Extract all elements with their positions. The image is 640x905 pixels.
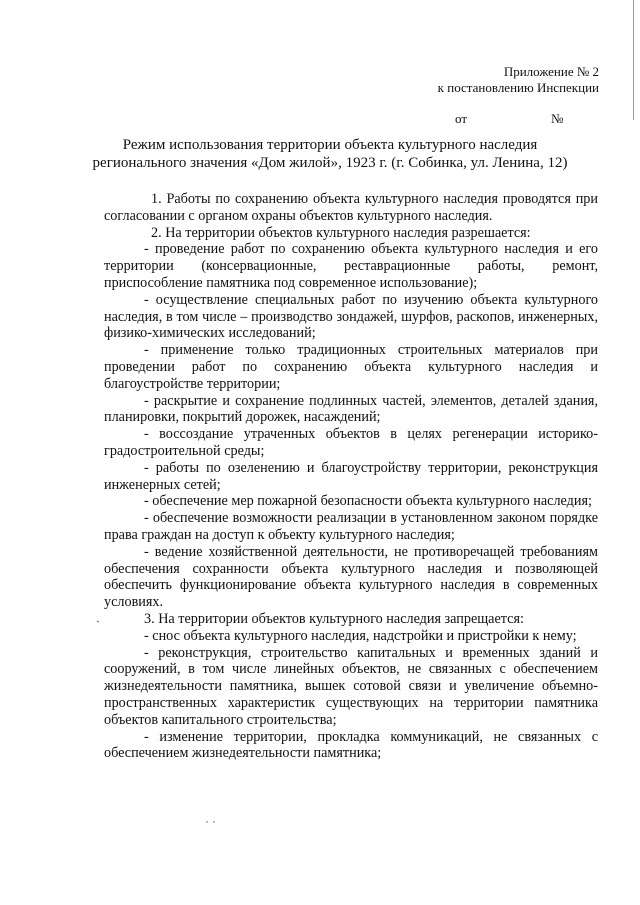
appendix-line-1: Приложение № 2 — [503, 64, 599, 79]
allowed-item-3: - применение только традиционных строительных материалов при проведении работ по сохранению объекта культурного наследия и благоустройстве территории; — [104, 342, 598, 392]
document-title — [80, 136, 580, 172]
scan-dots: ˙ ˙ — [205, 818, 216, 832]
number-sign-label: № — [551, 111, 564, 126]
prohibited-item-1: - снос объекта культурного наследия, надстройки и пристройки к нему; — [144, 627, 577, 644]
allowed-item-8: - обеспечение возможности реализации в установленном законом порядке права граждан на доступ к объекту культурного наследия; — [104, 510, 598, 543]
scan-speck: ˋ — [96, 618, 100, 632]
allowed-item-4: - раскрытие и сохранение подлинных частей, элементов, деталей здания, планировки, покрытий дорожек, насаждений; — [104, 392, 598, 426]
allowed-item-2: - осуществление специальных работ по изучению объекта культурного наследия, в том числе – производство зондажей, шурфов, раскопов, инженерных, физико-химических исследований; — [104, 291, 598, 342]
scan-edge-line — [633, 0, 634, 120]
paragraph-3: 3. На территории объектов культурного наследия запрещается: — [144, 610, 524, 627]
appendix-line-2: к постановлению Инспекции — [437, 80, 599, 95]
paragraph-1: 1. Работы по сохранению объекта культурного наследия проводятся при согласовании с органом охраны объектов культурного наследия. — [104, 191, 598, 224]
prohibited-item-2: - реконструкция, строительство капитальных и временных зданий и сооружений, в том числе линейных объектов, не связанных с обеспечением жизнедеятельности памятника, вышек сотовой связи и увеличение объемно-пространственных характеристик существующих на территории памятника объектов капитального строительства; — [104, 644, 598, 728]
document-body — [104, 191, 598, 762]
appendix-block — [438, 64, 599, 96]
allowed-item-9: - ведение хозяйственной деятельности, не противоречащей требованиям обеспечения сохранности объекта культурного наследия и позволяющей обеспечить функционирование объекта культурного наследия в современных условиях. — [104, 543, 598, 611]
prohibited-item-3: - изменение территории, прокладка коммуникаций, не связанных с обеспечением жизнедеятельности памятника; — [104, 728, 598, 762]
title-line-2: регионального значения «Дом жилой», 1923 г. (г. Собинка, ул. Ленина, 12) — [92, 155, 568, 171]
allowed-item-5: - воссоздание утраченных объектов в целях регенерации историко-градостроительной среды; — [104, 426, 598, 459]
allowed-item-6: - работы по озеленению и благоустройству территории, реконструкция инженерных сетей; — [104, 459, 598, 493]
allowed-item-7: - обеспечение мер пожарной безопасности объекта культурного наследия; — [144, 493, 592, 510]
date-from-label: от — [455, 111, 468, 126]
paragraph-2: 2. На территории объектов культурного наследия разрешается: — [151, 224, 531, 241]
allowed-item-1: - проведение работ по сохранению объекта культурного наследия и его территории (консервационные, реставрационные работы, ремонт, приспособление памятника под современное использование); — [104, 241, 598, 291]
title-line-1: Режим использования территории объекта культурного наследия — [122, 137, 538, 153]
